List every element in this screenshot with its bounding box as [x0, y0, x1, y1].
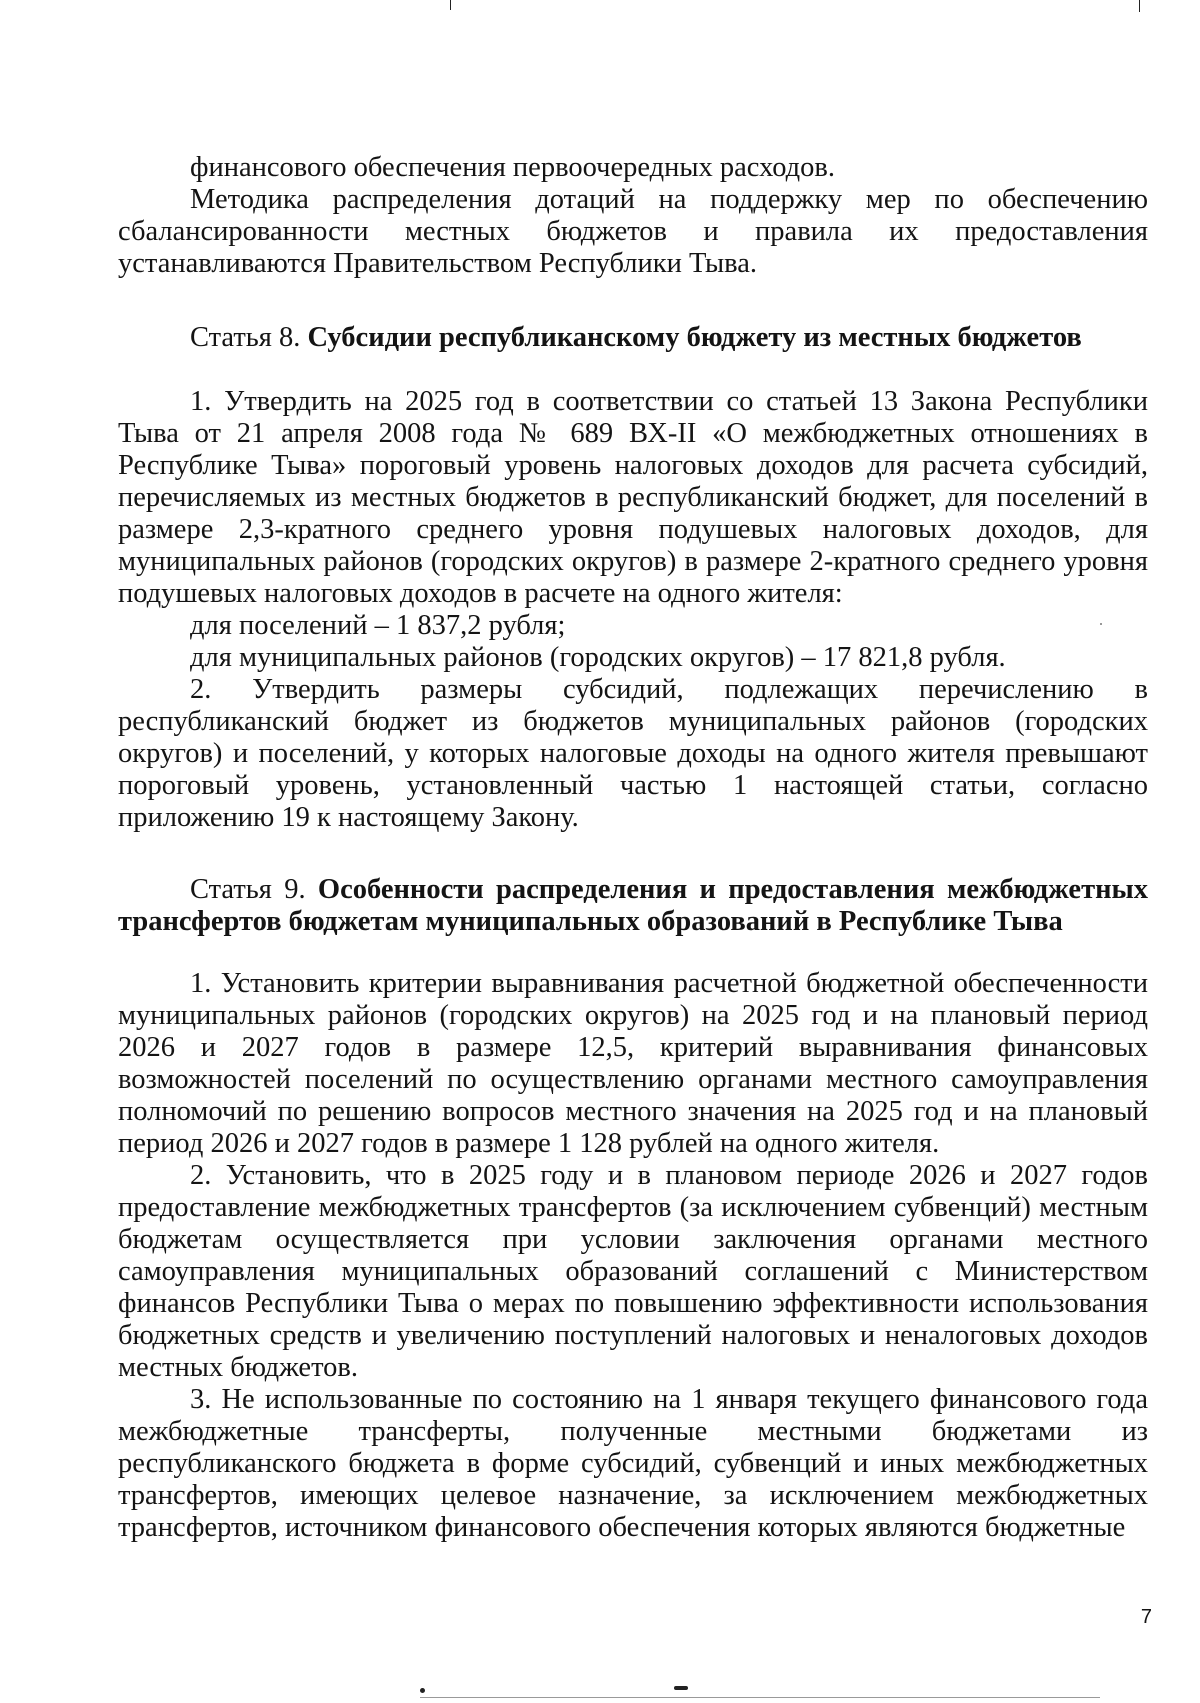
article-9-paragraph-2: 2. Установить, что в 2025 году и в плановом периоде 2026 и 2027 годов предоставление межбюджетных трансфертов (за исключением субвенций) местным бюджетам осуществляется при условии заключения органами местного самоуправления муниципальных образований соглашений с Министерством финансов Республики Тыва о мерах по повышению эффективности использования бюджетных средств и увеличению поступлений налоговых и неналоговых доходов местных бюджетов.	[118, 1160, 1148, 1383]
article-9-title: Особенности распределения и предоставления межбюджетных трансфертов бюджетам муниципальных образований в Республике Тыва	[118, 874, 1149, 937]
article-8-label: Статья 8.	[190, 322, 301, 353]
article-8-districts-line: для муниципальных районов (городских округов) – 17 821,8 рубля.	[190, 642, 1006, 673]
article-9-heading	[118, 874, 1148, 938]
scan-artifact	[420, 1697, 1100, 1698]
intro-continuation: финансового обеспечения первоочередных расходов.	[190, 152, 835, 183]
intro-methodology: Методика распределения дотаций на поддержку мер по обеспечению сбалансированности местных бюджетов и правила их предоставления устанавливаются Правительством Республики Тыва.	[118, 184, 1148, 279]
scan-artifact	[450, 0, 451, 10]
article-8-title: Субсидии республиканскому бюджету из местных бюджетов	[307, 322, 1082, 353]
scan-artifact	[1100, 623, 1102, 625]
article-8-body	[118, 386, 1148, 834]
scan-artifact	[674, 1686, 688, 1690]
article-8-paragraph-1: 1. Утвердить на 2025 год в соответствии со статьей 13 Закона Республики Тыва от 21 апреля 2008 года № 689 ВХ-II «О межбюджетных отношениях в Республике Тыва» пороговый уровень налоговых доходов для расчета субсидий, перечисляемых из местных бюджетов в республиканский бюджет, для поселений в размере 2,3-кратного среднего уровня подушевых налоговых доходов, для муниципальных районов (городских округов) в размере 2-кратного среднего уровня подушевых налоговых доходов в расчете на одного жителя:	[118, 386, 1148, 609]
scan-artifact	[420, 1688, 425, 1693]
article-8-heading	[118, 322, 1148, 354]
page-number: 7	[1140, 1606, 1152, 1628]
article-9-body	[118, 968, 1148, 1544]
article-8-paragraph-2: 2. Утвердить размеры субсидий, подлежащих перечислению в республиканский бюджет из бюджетов муниципальных районов (городских округов) и поселений, у которых налоговые доходы на одного жителя превышают пороговый уровень, установленный частью 1 настоящей статьи, согласно приложению 19 к настоящему Закону.	[118, 674, 1148, 833]
article-8-settlements-line: для поселений – 1 837,2 рубля;	[190, 610, 566, 641]
scan-artifact	[1139, 0, 1140, 12]
article-9-label: Статья 9.	[190, 874, 306, 905]
article-9-paragraph-1: 1. Установить критерии выравнивания расчетной бюджетной обеспеченности муниципальных районов (городских округов) на 2025 год и на плановый период 2026 и 2027 годов в размере 12,5, критерий выравнивания финансовых возможностей поселений по осуществлению органами местного самоуправления полномочий по решению вопросов местного значения на 2025 год и на плановый период 2026 и 2027 годов в размере 1 128 рублей на одного жителя.	[118, 968, 1148, 1159]
intro-section	[118, 152, 1148, 280]
article-9-paragraph-3: 3. Не использованные по состоянию на 1 января текущего финансового года межбюджетные трансферты, полученные местными бюджетами из республиканского бюджета в форме субсидий, субвенций и иных межбюджетных трансфертов, имеющих целевое назначение, за исключением межбюджетных трансфертов, источником финансового обеспечения которых являются бюджетные	[118, 1384, 1148, 1543]
